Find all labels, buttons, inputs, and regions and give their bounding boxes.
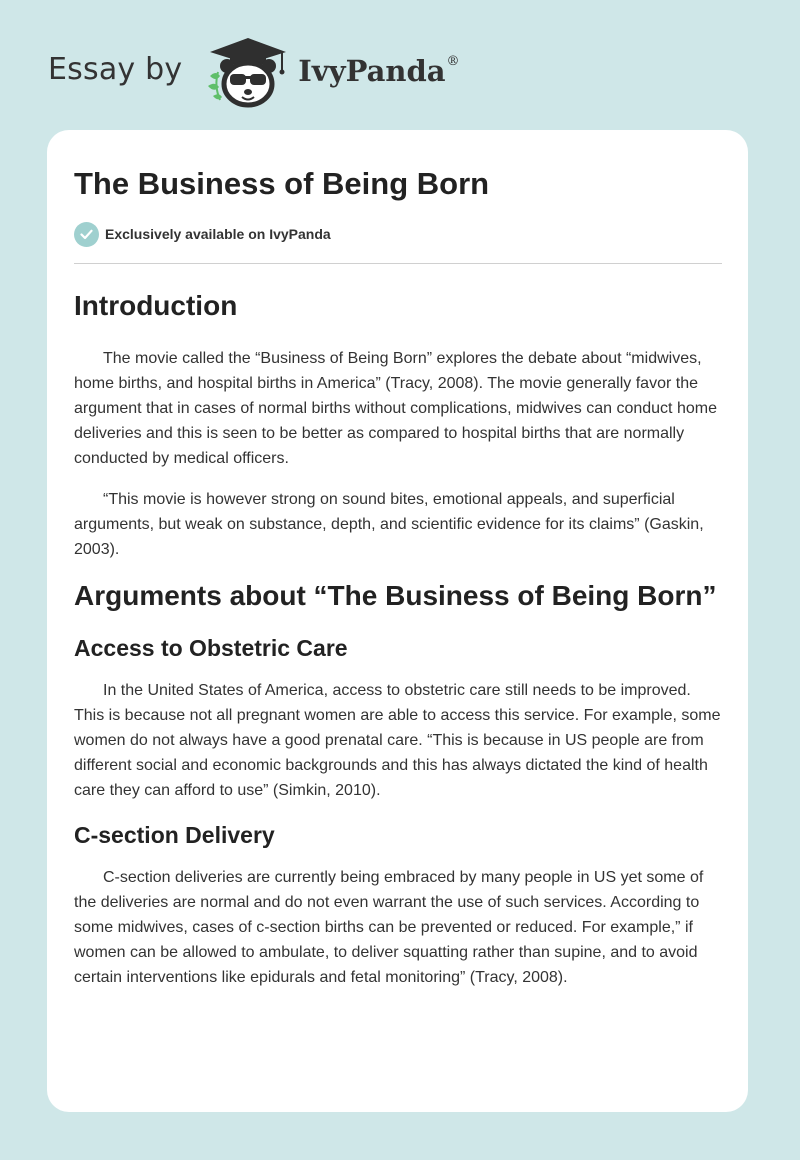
section-heading-arguments: Arguments about “The Business of Being Born” <box>74 580 717 611</box>
exclusive-label: Exclusively available on IvyPanda <box>105 226 331 242</box>
page-title: The Business of Being Born <box>74 166 490 201</box>
subheading-access-obstetric-care: Access to Obstetric Care <box>74 635 348 661</box>
paragraph-c-section-1: C-section deliveries are currently being embraced by many people in US yet some of the deliveries are normal and do not even warrant the use of such services. According to some midwives, cases of c-section births can be prevented or reduced. For example,” if women can be allowed to ambulate, to deliver squatting rather than supine, and to avoid certain interventions like epidurals and fetal monitoring” (Tracy, 2008). <box>74 869 704 986</box>
subheading-c-section-delivery: C-section Delivery <box>74 822 275 848</box>
brand-name-text: IvyPanda <box>298 54 446 88</box>
panda-graduate-icon[interactable] <box>200 36 292 110</box>
check-circle-icon <box>74 222 99 247</box>
brand-prefix: Essay by <box>48 51 183 87</box>
divider <box>74 263 722 264</box>
brand-name[interactable] <box>298 54 459 88</box>
paragraph-intro-2: “This movie is however strong on sound bites, emotional appeals, and superficial arguments, but weak on substance, depth, and scientific evidence for its claims” (Gaskin, 2003). <box>74 491 704 558</box>
section-heading-introduction: Introduction <box>74 290 238 321</box>
exclusive-badge <box>74 221 722 247</box>
registered-mark: ® <box>446 54 460 69</box>
essay-card <box>47 130 748 1112</box>
paragraph-intro-1: The movie called the “Business of Being Born” explores the debate about “midwives, home births, and hospital births in America” (Tracy, 2008). The movie generally favor the argument that in cases of normal births without complications, midwives can conduct home deliveries and this is seen to be better as compared to hospital births that are normally conducted by medical officers. <box>74 350 717 467</box>
paragraph-access-1: In the United States of America, access to obstetric care still needs to be improved. This is because not all pregnant women are able to access this service. For example, some women do not always have a good prenatal care. “This is because in US people are from different social and economic backgrounds and this has always dictated the kind of health care they can afford to use” (Simkin, 2010). <box>74 682 721 799</box>
brand-header <box>48 36 460 110</box>
